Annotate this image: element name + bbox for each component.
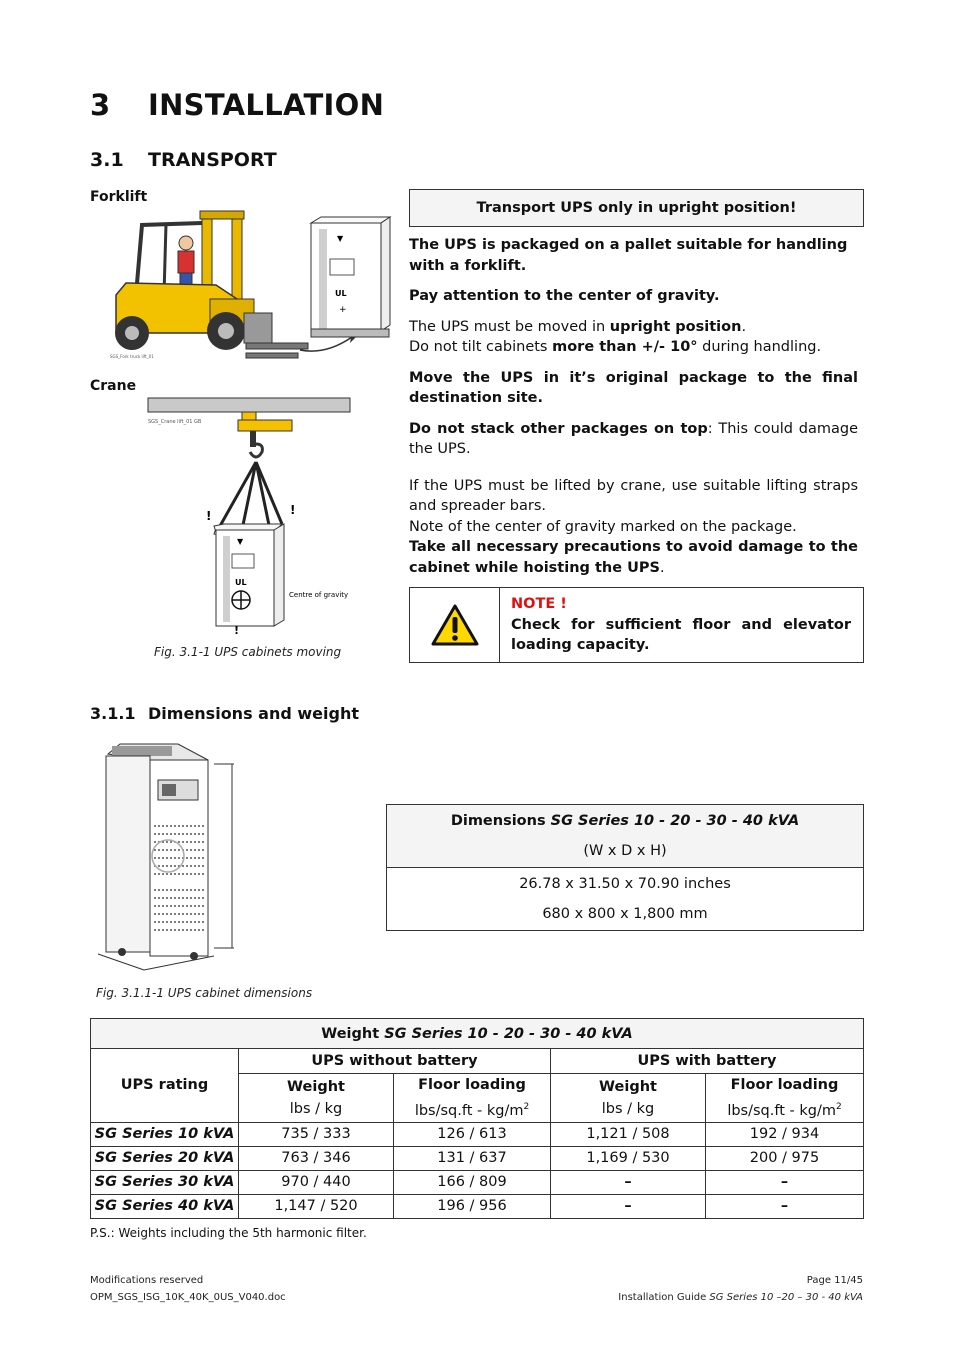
- col-weight-with: [551, 1074, 706, 1123]
- dimensions-mm: 680 x 800 x 1,800 mm: [542, 906, 708, 922]
- instruction-upright-a: The UPS must be moved in: [409, 318, 610, 335]
- svg-text:!: !: [234, 624, 240, 637]
- instruction-crane-c: Take all necessary precautions to avoid damage to the cabinet while hoisting the UPS: [409, 539, 858, 576]
- section-number: 3.1: [90, 149, 124, 171]
- cell-floor-with: –: [706, 1194, 864, 1218]
- dimensions-title-model: SG Series 10 - 20 - 30 - 40 kVA: [550, 813, 800, 829]
- row-rating: SG Series 20 kVA: [91, 1146, 239, 1170]
- svg-text:▼: ▼: [337, 234, 344, 243]
- weight-title-model: SG Series 10 - 20 - 30 - 40 kVA: [384, 1025, 633, 1042]
- instruction-original-package: Move the UPS in it’s original package to the final destination site.: [409, 369, 858, 406]
- footer-guide-model: SG Series 10 –20 – 30 - 40 kVA: [709, 1292, 863, 1303]
- svg-text:!: !: [206, 509, 212, 523]
- col-weight-without: [239, 1074, 394, 1123]
- instruction-upright-c: .: [741, 318, 747, 335]
- cell-weight-with: –: [551, 1194, 706, 1218]
- table-row: [91, 1170, 864, 1194]
- ul-mark: UL: [335, 289, 347, 298]
- instruction-crane: [409, 476, 858, 579]
- upright-warning-box: [409, 189, 864, 227]
- instruction-pallet: The UPS is packaged on a pallet suitable for handling with a forklift.: [409, 237, 848, 274]
- footer-document-id: OPM_SGS_ISG_10K_40K_0US_V040.doc: [90, 1292, 286, 1303]
- dimensions-table: [386, 804, 864, 931]
- footer-modifications: Modifications reserved: [90, 1275, 204, 1286]
- weight-title-prefix: Weight: [321, 1025, 385, 1042]
- cell-weight-with: 1,169 / 530: [551, 1146, 706, 1170]
- cell-floor-without: 196 / 956: [394, 1194, 551, 1218]
- svg-text:▼: ▼: [237, 537, 244, 546]
- floor-label-1: Floor loading: [418, 1077, 526, 1093]
- section-heading: [90, 149, 277, 171]
- cell-weight-without: 735 / 333: [239, 1122, 394, 1146]
- instruction-crane-b: Note of the center of gravity marked on the package.: [409, 518, 797, 535]
- figure-caption-dimensions: Fig. 3.1.1-1 UPS cabinet dimensions: [96, 986, 313, 1000]
- table-row: [91, 1122, 864, 1146]
- floor-unit-sup-1: 2: [523, 1102, 530, 1112]
- floor-unit-1: lbs/sq.ft - kg/m: [414, 1102, 524, 1119]
- row-rating: SG Series 40 kVA: [91, 1194, 239, 1218]
- crane-ref: SGS_Crane lift_01 GB: [148, 419, 202, 425]
- table-row: [91, 1194, 864, 1218]
- dimensions-inches: 26.78 x 31.50 x 70.90 inches: [519, 876, 731, 892]
- floor-label-2: Floor loading: [730, 1077, 839, 1093]
- note-box: [409, 587, 864, 663]
- dimensions-title-prefix: Dimensions: [450, 813, 551, 829]
- cell-weight-with: –: [551, 1170, 706, 1194]
- dimensions-values: [387, 868, 864, 931]
- instruction-crane-d: .: [659, 559, 665, 576]
- forklift-label: Forklift: [90, 189, 148, 205]
- instruction-no-stack: [409, 419, 858, 460]
- svg-text:+: +: [339, 305, 347, 315]
- instruction-gravity: Pay attention to the center of gravity.: [409, 288, 720, 304]
- col-floor-without: [394, 1074, 551, 1123]
- col-floor-with: [706, 1074, 864, 1123]
- cell-weight-without: 970 / 440: [239, 1170, 394, 1194]
- instruction-upright-b: upright position: [609, 318, 742, 335]
- floor-unit-2: lbs/sq.ft - kg/m: [727, 1102, 836, 1119]
- group-without-battery: UPS without battery: [239, 1049, 551, 1074]
- forklift-illustration: [106, 205, 396, 362]
- upright-warning-text: Transport UPS only in upright position!: [476, 200, 797, 216]
- cell-floor-without: 131 / 637: [394, 1146, 551, 1170]
- subsection-title: Dimensions and weight: [148, 704, 359, 723]
- group-with-battery: UPS with battery: [551, 1049, 864, 1074]
- dimensions-header: [387, 805, 864, 868]
- weight-label-1: Weight: [287, 1078, 345, 1095]
- table-row: [91, 1146, 864, 1170]
- row-rating: SG Series 30 kVA: [91, 1170, 239, 1194]
- cell-weight-with: 1,121 / 508: [551, 1122, 706, 1146]
- chapter-number: 3: [90, 88, 111, 122]
- weight-table: [90, 1018, 864, 1219]
- weight-table-title: [91, 1019, 864, 1049]
- dimensions-title: [387, 806, 863, 836]
- figure-caption-moving: Fig. 3.1-1 UPS cabinets moving: [154, 645, 342, 659]
- cell-floor-without: 126 / 613: [394, 1122, 551, 1146]
- note-text: Check for sufficient floor and elevator loading capacity.: [511, 616, 851, 653]
- centre-of-gravity-label: Centre of gravity: [289, 591, 349, 599]
- subsection-number: 3.1.1: [90, 704, 136, 723]
- footer-guide-prefix: Installation Guide: [618, 1292, 710, 1303]
- chapter-title: INSTALLATION: [148, 88, 385, 122]
- note-label: NOTE !: [511, 596, 567, 612]
- weight-unit-1: lbs / kg: [289, 1100, 343, 1117]
- cell-weight-without: 763 / 346: [239, 1146, 394, 1170]
- col-ups-rating: UPS rating: [91, 1049, 239, 1123]
- cell-floor-with: 192 / 934: [706, 1122, 864, 1146]
- cell-weight-without: 1,147 / 520: [239, 1194, 394, 1218]
- weight-footnote: P.S.: Weights including the 5th harmonic filter.: [90, 1226, 367, 1240]
- instruction-tilt-c: during handling.: [697, 339, 822, 355]
- floor-unit-sup-2: 2: [835, 1102, 842, 1112]
- cell-floor-with: 200 / 975: [706, 1146, 864, 1170]
- crane-label: Crane: [90, 378, 137, 394]
- instruction-tilt-b: more than +/- 10°: [552, 339, 698, 355]
- crane-illustration: [146, 396, 356, 638]
- transport-instructions: [409, 235, 858, 578]
- svg-text:!: !: [290, 503, 296, 517]
- footer-guide-title: [618, 1292, 863, 1303]
- instruction-upright: [409, 317, 858, 358]
- ups-cabinet-illustration: [96, 742, 238, 974]
- instruction-no-stack-a: Do not stack other packages on top: [409, 420, 708, 437]
- weight-unit-2: lbs / kg: [601, 1100, 655, 1117]
- cell-floor-with: –: [706, 1170, 864, 1194]
- cell-floor-without: 166 / 809: [394, 1170, 551, 1194]
- subsection-heading: [90, 704, 359, 723]
- footer-page-number: Page 11/45: [806, 1275, 863, 1286]
- section-title: TRANSPORT: [148, 149, 277, 171]
- crane-ul-mark: UL: [235, 578, 247, 587]
- row-rating: SG Series 10 kVA: [91, 1122, 239, 1146]
- dimensions-unit-note: (W x D x H): [583, 843, 667, 859]
- weight-label-2: Weight: [599, 1078, 657, 1095]
- warning-triangle-icon: [431, 604, 479, 646]
- chapter-heading: [90, 88, 384, 122]
- forklift-ref: SGS_Fork truck lift_01: [110, 354, 154, 359]
- instruction-no-stack-b: : This could damage the UPS.: [409, 420, 858, 457]
- instruction-tilt-a: Do not tilt cabinets: [409, 339, 553, 355]
- instruction-crane-a: If the UPS must be lifted by crane, use suitable lifting straps and spreader bars.: [409, 477, 858, 514]
